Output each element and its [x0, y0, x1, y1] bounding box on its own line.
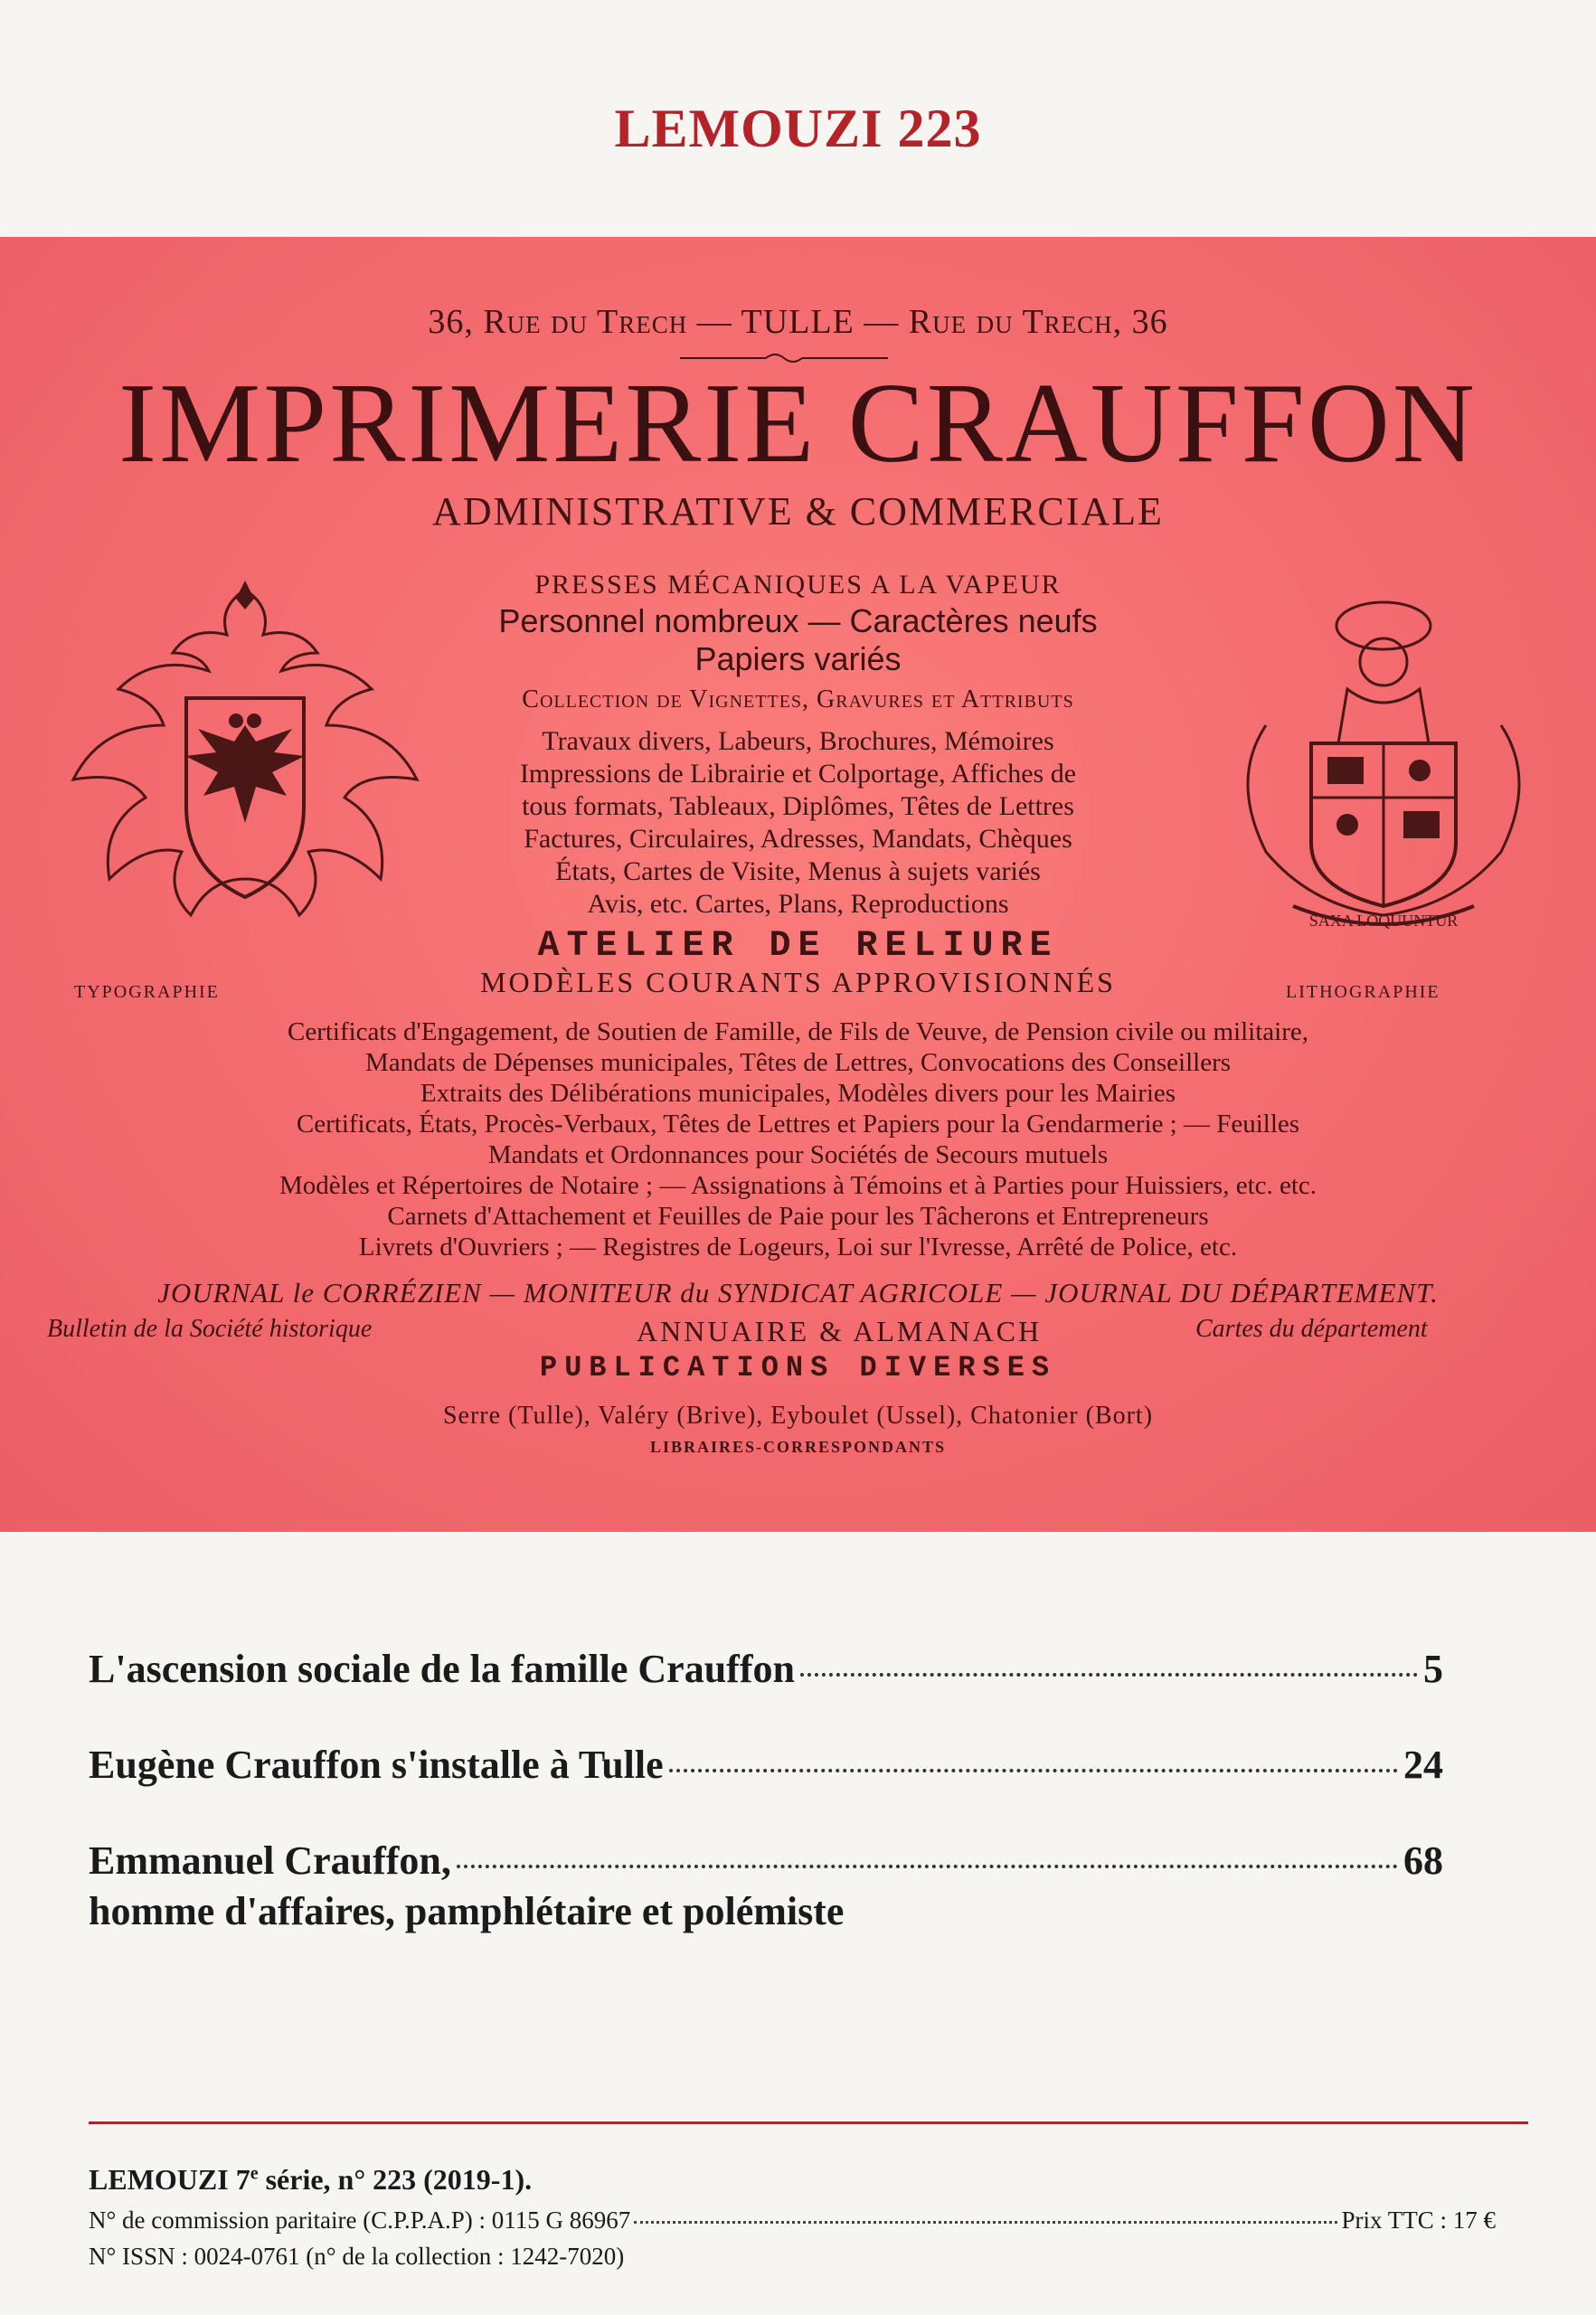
ad-firm-subtitle: ADMINISTRATIVE & COMMERCIALE	[432, 489, 1164, 534]
ad-travaux-line: États, Cartes de Visite, Menus à sujets variés	[555, 856, 1041, 886]
leader-dots	[800, 1673, 1418, 1677]
ad-annuaire: ANNUAIRE & ALMANACH	[637, 1315, 1043, 1347]
ad-travaux-line: Factures, Circulaires, Adresses, Mandats, Chèques	[524, 824, 1072, 854]
toc-entry-title: L'ascension sociale de la famille Crauffon	[89, 1647, 795, 1691]
divider-rule	[89, 2121, 1528, 2124]
leader-dots	[669, 1769, 1398, 1772]
ad-publications: PUBLICATIONS DIVERSES	[539, 1351, 1057, 1384]
toc-entry	[89, 1742, 1443, 1788]
ad-travaux-line: Avis, etc. Cartes, Plans, Reproductions	[587, 889, 1009, 919]
commission-row	[89, 2206, 1496, 2235]
ad-papiers: Papiers variés	[694, 640, 902, 677]
series-line	[89, 2163, 532, 2197]
ad-personnel: Personnel nombreux — Caractères neufs	[498, 602, 1098, 639]
series-suffix: série, n° 223 (2019-1).	[258, 2163, 533, 2196]
ad-collection: Collection de Vignettes, Gravures et Attributs	[522, 685, 1074, 713]
price: Prix TTC : 17 €	[1341, 2206, 1496, 2234]
crest-motto: SAXA LOQUUNTUR	[1308, 912, 1459, 930]
toc-entry	[89, 1838, 1443, 1884]
ad-presses: PRESSES MÉCANIQUES A LA VAPEUR	[534, 570, 1062, 600]
issn-line: N° ISSN : 0024-0761 (n° de la collection : 1242-7020)	[89, 2243, 625, 2270]
ad-certificats-line: Livrets d'Ouvriers ; — Registres de Logeurs, Loi sur l'Ivresse, Arrêté de Police, etc.	[358, 1233, 1238, 1261]
lithography-crest-icon	[1212, 562, 1555, 960]
ad-cartes: Cartes du département	[1195, 1315, 1428, 1343]
ad-firm-name: IMPRIMERIE CRAUFFON	[118, 361, 1478, 487]
ad-certificats-line: Mandats et Ordonnances pour Sociétés de Secours mutuels	[487, 1140, 1109, 1169]
ad-certificats-line: Certificats, États, Procès-Verbaux, Têtes de Lettres et Papiers pour la Gendarmerie ; — Feuilles	[296, 1110, 1300, 1139]
ad-atelier: ATELIER DE RELIURE	[537, 926, 1059, 967]
ad-certificats-line: Extraits des Délibérations municipales, Modèles divers pour les Mairies	[420, 1079, 1176, 1108]
toc-entry-page: 68	[1403, 1838, 1443, 1883]
toc-entry-page: 5	[1423, 1647, 1443, 1691]
ad-modeles: MODÈLES COURANTS APPROVISIONNÉS	[480, 966, 1116, 998]
leader-dots	[634, 2221, 1337, 2224]
toc-entry-page: 24	[1403, 1743, 1443, 1787]
series-prefix: LEMOUZI 7	[89, 2163, 250, 2196]
ad-certificats-line: Certificats d'Engagement, de Soutien de Famille, de Fils de Veuve, de Pension civile ou militaire,	[287, 1017, 1308, 1046]
toc-entry-title: Emmanuel Crauffon,	[89, 1838, 451, 1883]
ad-certificats-line: Modèles et Répertoires de Notaire ; — Assignations à Témoins et à Parties pour Huissiers, etc. etc.	[279, 1171, 1317, 1200]
series-sup: e	[250, 2163, 259, 2184]
ad-libraires: LIBRAIRES-CORRESPONDANTS	[649, 1438, 947, 1456]
ad-certificats-line: Mandats de Dépenses municipales, Têtes de Lettres, Convocations des Conseillers	[364, 1048, 1232, 1077]
ad-journal: JOURNAL le CORRÉZIEN — MONITEUR du SYNDICAT AGRICOLE — JOURNAL DU DÉPARTEMENT.	[157, 1277, 1439, 1309]
printer-advertisement	[0, 237, 1596, 1532]
label-lithographie: LITHOGRAPHIE	[1286, 982, 1440, 1002]
eagle-coat-of-arms-icon	[33, 572, 458, 951]
commission-number: N° de commission paritaire (C.P.P.A.P) : 0115 G 86967	[89, 2206, 631, 2234]
label-typographie: TYPOGRAPHIE	[74, 982, 220, 1002]
journal-issue-title: LEMOUZI 223	[614, 99, 982, 158]
ad-correspondants: Serre (Tulle), Valéry (Brive), Eyboulet (Ussel), Chatonier (Bort)	[442, 1402, 1154, 1430]
ad-bulletin: Bulletin de la Société historique	[47, 1315, 373, 1343]
toc-entry-title: Eugène Crauffon s'installe à Tulle	[89, 1743, 664, 1787]
ad-travaux-line: Impressions de Librairie et Colportage, Affiches de	[519, 759, 1077, 789]
ad-travaux-line: Travaux divers, Labeurs, Brochures, Mémoires	[542, 726, 1054, 756]
toc-entry	[89, 1646, 1443, 1692]
ad-address: 36, Rue du Trech — TULLE — Rue du Trech, 36	[428, 303, 1168, 341]
ad-certificats-line: Carnets d'Attachement et Feuilles de Paie pour les Tâcherons et Entrepreneurs	[387, 1202, 1209, 1231]
leader-dots	[457, 1865, 1398, 1868]
toc-entry-subtitle: homme d'affaires, pamphlétaire et polémiste	[89, 1889, 845, 1933]
ad-travaux-line: tous formats, Tableaux, Diplômes, Têtes de Lettres	[522, 791, 1074, 821]
